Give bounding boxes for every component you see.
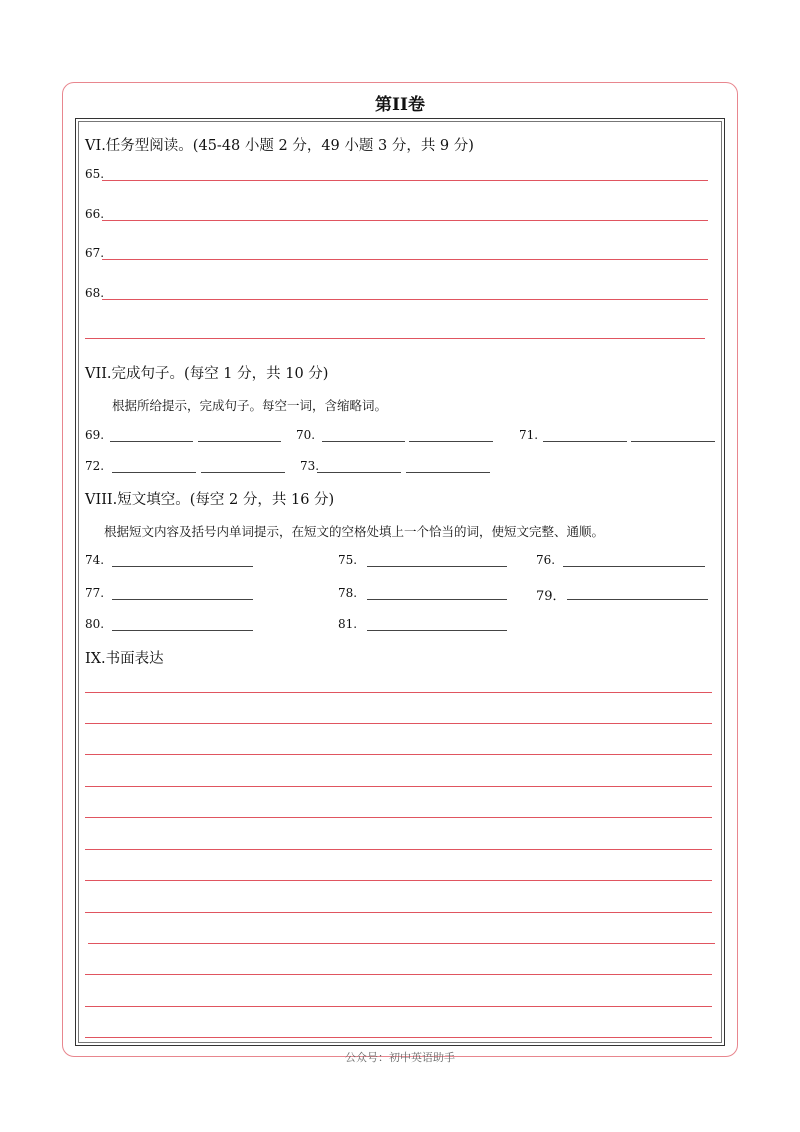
item-79-blank[interactable] [567,599,708,600]
writing-line[interactable] [85,974,712,975]
item-65-number: 65. [85,167,105,181]
section-7-heading: VII.完成句子。(每空 1 分，共 10 分) [85,366,329,382]
section-6-heading: VI.任务型阅读。(45-48 小题 2 分，49 小题 3 分，共 9 分) [85,138,474,154]
section-9-heading: IX.书面表达 [85,651,164,667]
item-70-blank-1[interactable] [322,441,405,442]
item-71-blank-2[interactable] [631,441,715,442]
item-67-number: 67. [85,246,105,260]
item-77-blank[interactable] [112,599,253,600]
item-68-number: 68. [85,286,105,300]
item-65-answer-line[interactable] [102,180,708,181]
writing-line[interactable] [85,880,712,881]
item-71-blank-1[interactable] [543,441,627,442]
item-68-answer-line-2[interactable] [85,338,705,339]
item-72-number: 72. [85,459,105,473]
item-81-number: 81. [338,617,358,631]
section-7-instruction: 根据所给提示，完成句子。每空一词，含缩略词。 [112,398,388,413]
item-66-answer-line[interactable] [102,220,708,221]
item-71-number: 71. [519,428,539,442]
footer-watermark: 公众号：初中英语助手 [345,1051,455,1064]
section-8-instruction: 根据短文内容及括号内单词提示，在短文的空格处填上一个恰当的词，使短文完整、通顺。 [104,524,605,539]
item-76-blank[interactable] [563,566,705,567]
item-74-blank[interactable] [112,566,253,567]
writing-line[interactable] [85,1037,712,1038]
writing-line[interactable] [85,849,712,850]
item-67-answer-line[interactable] [102,259,708,260]
item-80-number: 80. [85,617,105,631]
item-73-blank-2[interactable] [406,472,490,473]
item-68-answer-line[interactable] [102,299,708,300]
item-69-blank-1[interactable] [110,441,193,442]
item-79-number: 79． [536,589,566,604]
item-70-blank-2[interactable] [409,441,493,442]
section-8-heading: VIII.短文填空。(每空 2 分，共 16 分) [85,492,335,508]
item-81-blank[interactable] [367,630,507,631]
item-72-blank-1[interactable] [112,472,196,473]
writing-line[interactable] [85,1006,712,1007]
writing-line[interactable] [85,912,712,913]
item-75-blank[interactable] [367,566,507,567]
item-75-number: 75. [338,553,358,567]
writing-line[interactable] [88,943,715,944]
item-80-blank[interactable] [112,630,253,631]
item-69-number: 69. [85,428,105,442]
writing-line[interactable] [85,817,712,818]
item-76-number: 76. [536,553,556,567]
item-72-blank-2[interactable] [201,472,285,473]
writing-line[interactable] [85,754,712,755]
writing-line[interactable] [85,723,712,724]
writing-line[interactable] [85,692,712,693]
writing-line[interactable] [85,786,712,787]
item-78-number: 78. [338,586,358,600]
item-70-number: 70. [296,428,316,442]
item-66-number: 66. [85,207,105,221]
item-73-number: 73. [300,459,320,473]
item-78-blank[interactable] [367,599,507,600]
page-title: 第II卷 [375,95,425,115]
item-73-blank-1[interactable] [317,472,401,473]
item-77-number: 77. [85,586,105,600]
item-69-blank-2[interactable] [198,441,281,442]
item-74-number: 74. [85,553,105,567]
